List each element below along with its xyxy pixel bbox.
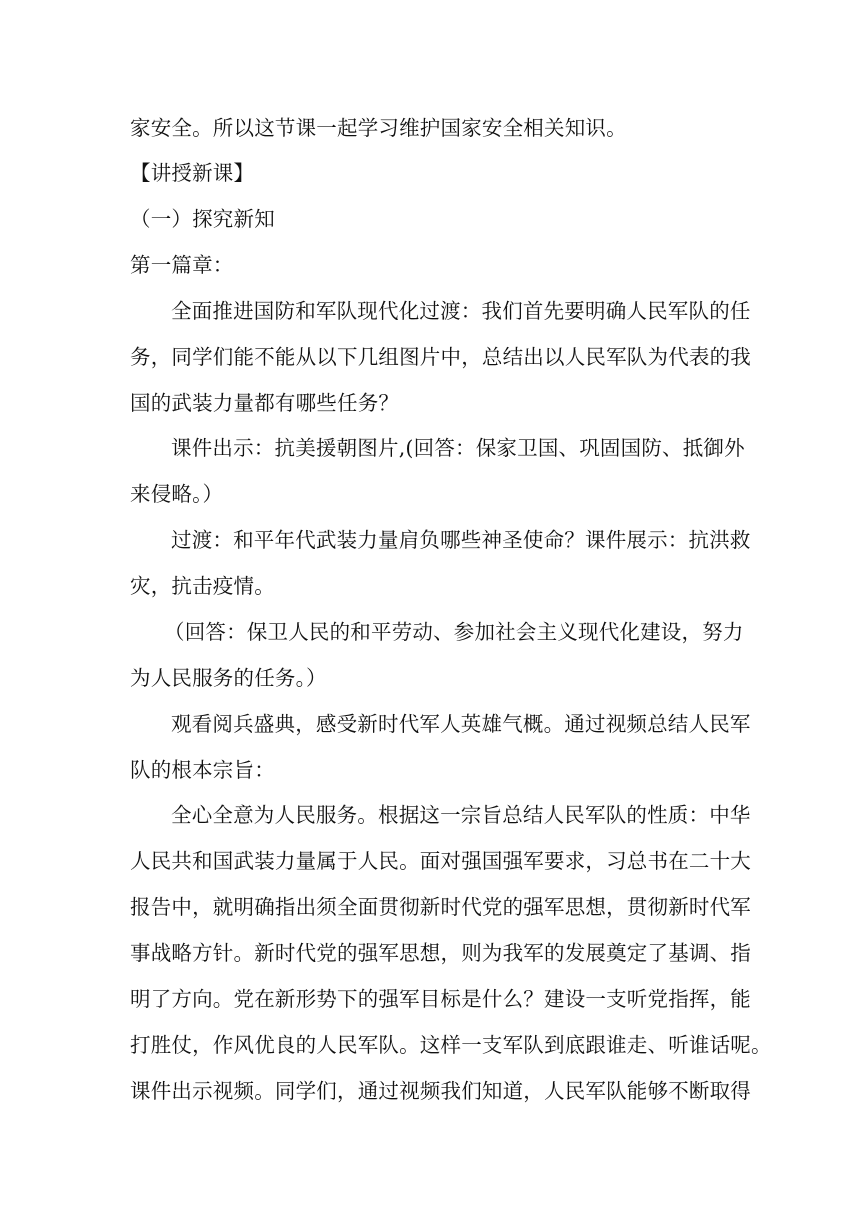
text-line: 人民共和国武装力量属于人民。面对强国强军要求，习总书在二十大 <box>130 849 751 873</box>
text-line: 务，同学们能不能从以下几组图片中，总结出以人民军队为代表的我 <box>130 345 751 369</box>
text-line: 观看阅兵盛典，感受新时代军人英雄气概。通过视频总结人民军 <box>171 712 751 736</box>
subsection-heading: （一）探究新知 <box>130 207 275 231</box>
section-heading: 【讲授新课】 <box>130 161 255 185</box>
text-line: 报告中，就明确指出须全面贯彻新时代党的强军思想，贯彻新时代军 <box>130 895 751 919</box>
text-line: 灾，抗击疫情。 <box>130 574 275 598</box>
text-line: 过渡：和平年代武装力量肩负哪些神圣使命？课件展示：抗洪救 <box>171 528 751 552</box>
text-line: （回答：保卫人民的和平劳动、参加社会主义现代化建设，努力 <box>164 620 744 644</box>
text-line: 队的根本宗旨： <box>130 758 275 782</box>
text-line: 明了方向。党在新形势下的强军目标是什么？建设一支听党指挥，能 <box>130 987 751 1011</box>
chapter-label: 第一篇章： <box>130 253 234 277</box>
text-line: 事战略方针。新时代党的强军思想，则为我军的发展奠定了基调、指 <box>130 941 751 965</box>
text-line: 家安全。所以这节课一起学习维护国家安全相关知识。 <box>130 116 627 140</box>
text-line: 打胜仗，作风优良的人民军队。这样一支军队到底跟谁走、听谁话呢。 <box>130 1033 772 1057</box>
text-line: 国的武装力量都有哪些任务？ <box>130 391 400 415</box>
text-line: 全面推进国防和军队现代化过渡：我们首先要明确人民军队的任 <box>171 299 751 323</box>
text-line: 为人民服务的任务。） <box>130 666 327 690</box>
text-line: 课件出示视频。同学们，通过视频我们知道，人民军队能够不断取得 <box>130 1079 751 1103</box>
text-line: 全心全意为人民服务。根据这一宗旨总结人民军队的性质：中华 <box>171 803 751 827</box>
text-line: 来侵略。） <box>130 482 224 506</box>
text-line: 课件出示：抗美援朝图片,(回答：保家卫国、巩固国防、抵御外 <box>171 436 745 460</box>
